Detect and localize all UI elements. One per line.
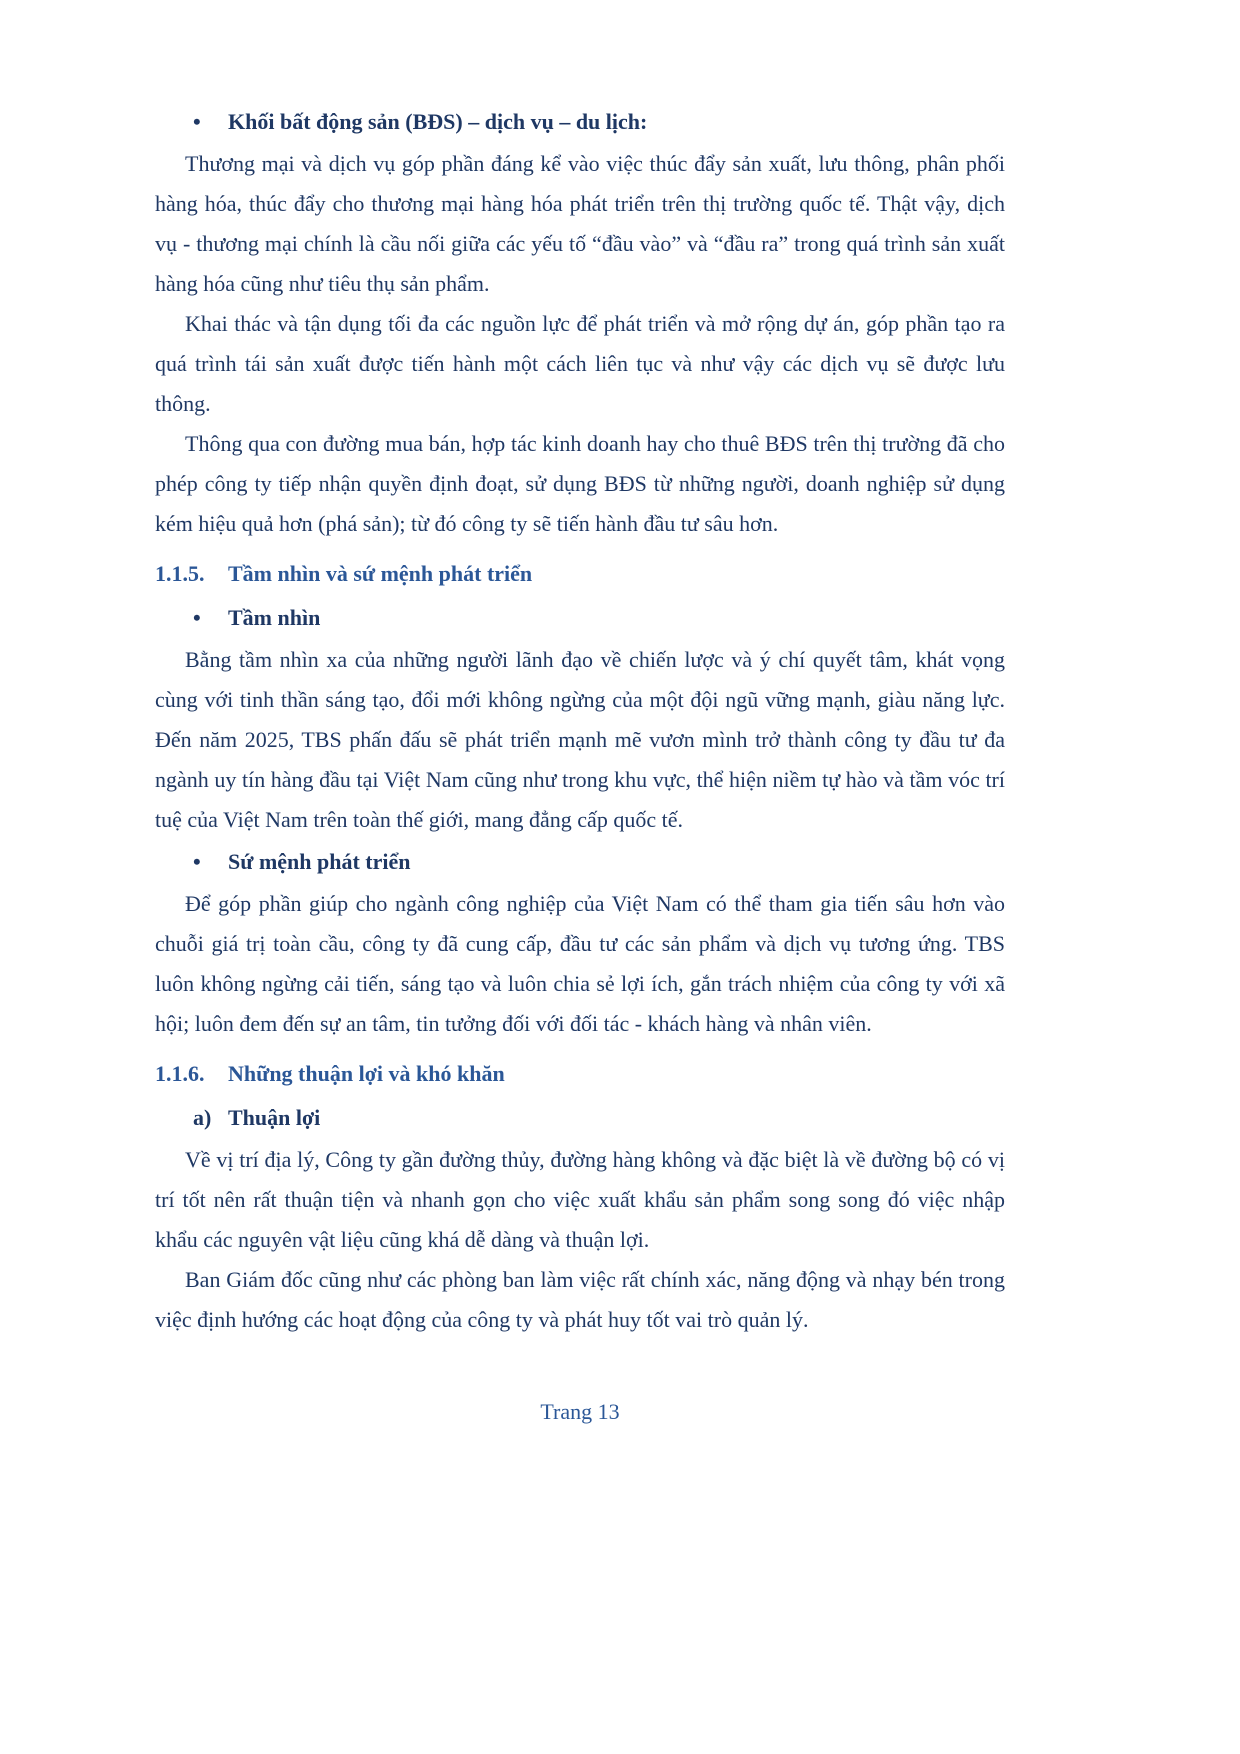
- page-content: [155, 100, 1005, 1340]
- bullet-item-mission: [155, 842, 1005, 882]
- bullet-icon: •: [193, 849, 201, 874]
- section-heading-1-1-6: [155, 1054, 1005, 1094]
- page-number: Trang 13: [540, 1399, 620, 1424]
- bullet-item-vision: [155, 598, 1005, 638]
- section-title: Những thuận lợi và khó khăn: [228, 1061, 505, 1086]
- paragraph-mission: Để góp phần giúp cho ngành công nghiệp của Việt Nam có thể tham gia tiến sâu hơn vào chuỗi giá trị toàn cầu, công ty đã cung cấp, đầu tư các sản phẩm và dịch vụ tương ứng. TBS luôn không ngừng cải tiến, sáng tạo và luôn chia sẻ lợi ích, gắn trách nhiệm của công ty với xã hội; luôn đem đến sự an tâm, tin tưởng đối với đối tác - khách hàng và nhân viên.: [155, 891, 1005, 1036]
- bullet-icon: •: [193, 605, 201, 630]
- section-number: 1.1.6.: [155, 1061, 205, 1086]
- subitem-label: Thuận lợi: [228, 1105, 321, 1130]
- bullet-icon: •: [193, 109, 201, 134]
- bullet-item-real-estate: [155, 102, 1005, 142]
- bullet-item-label: Sứ mệnh phát triển: [228, 849, 411, 874]
- section-number: 1.1.5.: [155, 561, 205, 586]
- paragraph-trade-1: Thương mại và dịch vụ góp phần đáng kể vào việc thúc đẩy sản xuất, lưu thông, phân phối hàng hóa, thúc đẩy cho thương mại hàng hóa phát triển trên thị trường quốc tế. Thật vậy, dịch vụ - thương mại chính là cầu nối giữa các yếu tố “đầu vào” và “đầu ra” trong quá trình sản xuất hàng hóa cũng như tiêu thụ sản phẩm.: [155, 151, 1005, 296]
- subitem-number: a): [193, 1105, 212, 1130]
- bullet-item-label: Tầm nhìn: [228, 605, 321, 630]
- paragraph-advantage-2: Ban Giám đốc cũng như các phòng ban làm việc rất chính xác, năng động và nhạy bén trong việc định hướng các hoạt động của công ty và phát huy tốt vai trò quản lý.: [155, 1267, 1005, 1332]
- section-title: Tầm nhìn và sứ mệnh phát triển: [228, 561, 533, 586]
- bullet-item-label: Khối bất động sản (BĐS) – dịch vụ – du lịch:: [228, 109, 648, 134]
- section-heading-1-1-5: [155, 554, 1005, 594]
- subitem-a-advantages: [155, 1098, 1005, 1138]
- paragraph-trade-2: Khai thác và tận dụng tối đa các nguồn lực để phát triển và mở rộng dự án, góp phần tạo ra quá trình tái sản xuất được tiến hành một cách liên tục và như vậy các dịch vụ sẽ được lưu thông.: [155, 311, 1005, 416]
- paragraph-trade-3: Thông qua con đường mua bán, hợp tác kinh doanh hay cho thuê BĐS trên thị trường đã cho phép công ty tiếp nhận quyền định đoạt, sử dụng BĐS từ những người, doanh nghiệp sử dụng kém hiệu quả hơn (phá sản); từ đó công ty sẽ tiến hành đầu tư sâu hơn.: [155, 431, 1005, 536]
- paragraph-advantage-1: Về vị trí địa lý, Công ty gần đường thủy, đường hàng không và đặc biệt là về đường bộ có vị trí tốt nên rất thuận tiện và nhanh gọn cho việc xuất khẩu sản phẩm song song đó việc nhập khẩu các nguyên vật liệu cũng khá dễ dàng và thuận lợi.: [155, 1147, 1005, 1252]
- paragraph-vision: Bằng tầm nhìn xa của những người lãnh đạo về chiến lược và ý chí quyết tâm, khát vọng cùng với tinh thần sáng tạo, đổi mới không ngừng của một đội ngũ vững mạnh, giàu năng lực. Đến năm 2025, TBS phấn đấu sẽ phát triển mạnh mẽ vươn mình trở thành công ty đầu tư đa ngành uy tín hàng đầu tại Việt Nam cũng như trong khu vực, thể hiện niềm tự hào và tầm vóc trí tuệ của Việt Nam trên toàn thế giới, mang đẳng cấp quốc tế.: [155, 647, 1005, 832]
